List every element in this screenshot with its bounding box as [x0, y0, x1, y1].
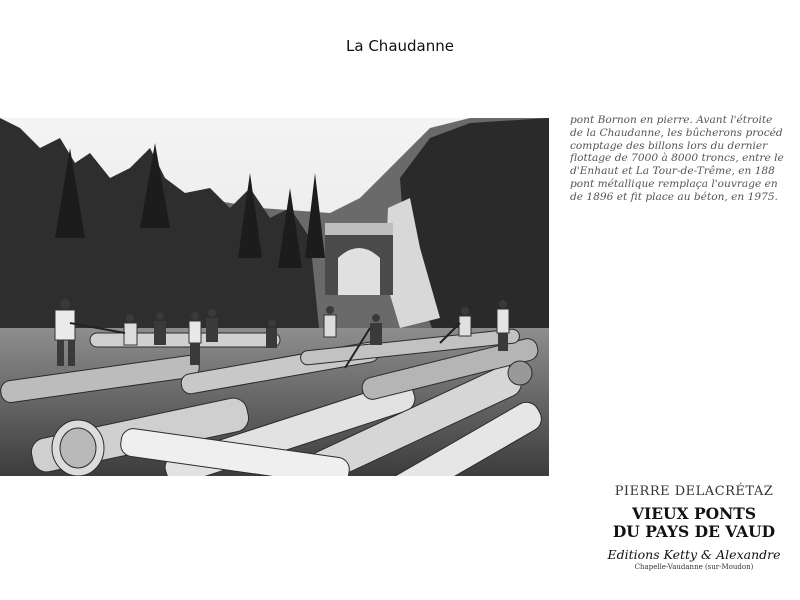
book-title-line1: VIEUX PONTS [631, 504, 757, 523]
caption-line: de la Chaudanne, les bûcherons procéd [570, 126, 783, 139]
slide-title: La Chaudanne [346, 37, 454, 55]
caption-line: pont Bornon en pierre. Avant l'étroite [570, 114, 773, 126]
caption-line: flottage de 7000 à 8000 troncs, entre le [570, 152, 784, 165]
book-location: Chapelle-Vaudanne (sur-Moudon) [634, 563, 754, 571]
caption-line: comptage des billons lors du dernier [570, 139, 768, 152]
book-reference [592, 484, 796, 571]
book-title-line2: DU PAYS DE VAUD [612, 522, 776, 541]
historical-photo [0, 118, 549, 476]
caption-line: de 1896 et fit place au béton, en 1975. [570, 190, 778, 203]
book-publisher: Editions Ketty & Alexandre [607, 547, 781, 562]
caption-line: d'Enhaut et La Tour-de-Trême, en 188 [570, 165, 775, 178]
photo-caption [570, 114, 796, 226]
caption-line: pont métallique remplaça l'ouvrage en [570, 177, 778, 190]
book-author: PIERRE DELACRÉTAZ [614, 484, 774, 499]
